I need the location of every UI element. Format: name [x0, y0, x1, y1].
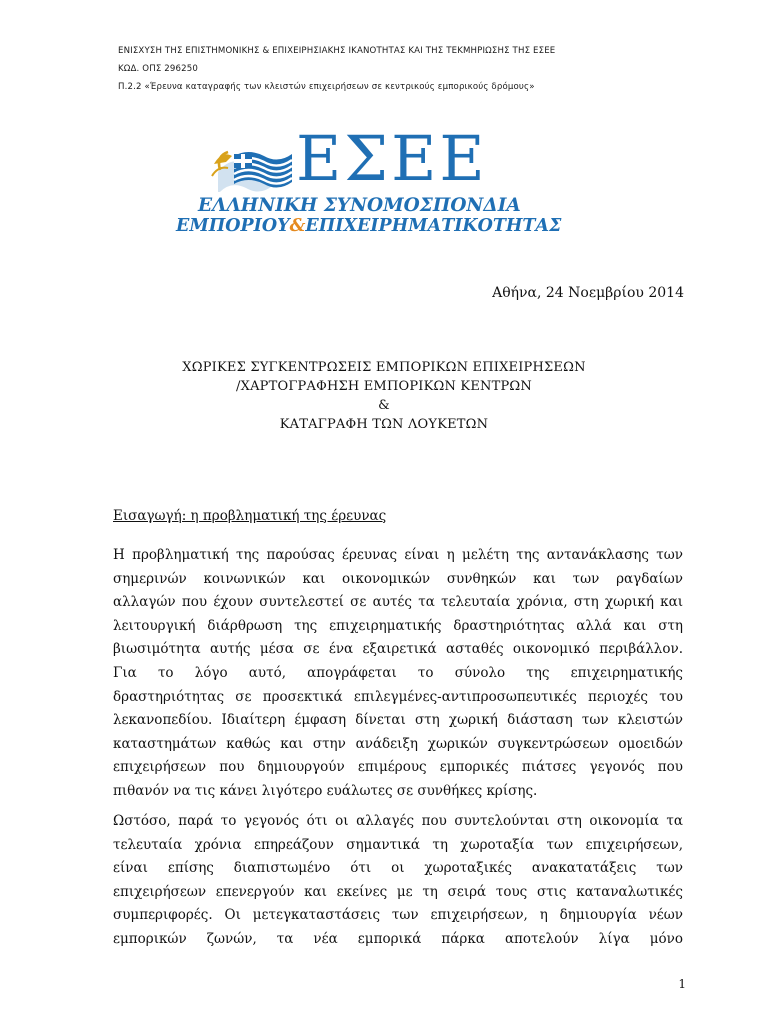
- paragraph-line: λεκανοπεδίου. Ιδιαίτερη έμφαση δίνεται στη χωρική διάσταση των κλειστών: [113, 712, 683, 729]
- paragraph-line: καταστημάτων καθώς και στην ανάδειξη χωρικών συγκεντρώσεων ομοειδών: [113, 735, 683, 752]
- document-header: [118, 42, 678, 96]
- title-line: /ΧΑΡΤΟΓΡΑΦΗΣΗ ΕΜΠΟΡΙΚΩΝ ΚΕΝΤΡΩΝ: [236, 379, 532, 394]
- header-deliverable: Π.2.2 «Έρευνα καταγραφής των κλειστών επιχειρήσεων σε κεντρικούς εμπορικούς δρόμους»: [118, 82, 535, 92]
- body-paragraph-2: [113, 810, 683, 952]
- body-paragraph-1: [113, 544, 683, 804]
- title-line: ΚΑΤΑΓΡΑΦΗ ΤΩΝ ΛΟΥΚΕΤΩΝ: [279, 417, 489, 432]
- header-project-code: ΚΩΔ. ΟΠΣ 296250: [118, 64, 198, 74]
- paragraph-line: πιθανόν να τις κάνει λιγότερο ευάλωτες σε συνθήκες κρίσης.: [113, 782, 538, 799]
- paragraph-line: βιωσιμότητα αυτής μέσα σε ένα εξαιρετικά ασταθές οικονομικό περιβάλλον.: [113, 641, 683, 658]
- document-date: Αθήνα, 24 Νοεμβρίου 2014: [492, 285, 684, 301]
- logo-acronym: ΕΣΕΕ: [296, 122, 488, 195]
- page-number: 1: [678, 977, 686, 991]
- paragraph-line: λειτουργική διάρθρωση της επιχειρηματικής δραστηριότητας αλλά και στη: [113, 617, 683, 634]
- logo-ampersand: &: [289, 216, 306, 236]
- paragraph-line: Η προβληματική της παρούσας έρευνας είναι η μελέτη της αντανάκλασης των: [113, 547, 683, 563]
- logo-name-commerce: ΕΜΠΟΡΙΟΥ: [176, 216, 290, 236]
- paragraph-line: επιχειρήσεων που δημιουργούν επιμέρους εμπορικές πιάτσες γεγονός που: [113, 759, 683, 776]
- paragraph-line: είναι επίσης διαπιστωμένο ότι οι χωροταξικές ανακατατάξεις των: [113, 860, 683, 877]
- section-heading-introduction: Εισαγωγή: η προβληματική της έρευνας: [113, 508, 387, 524]
- paragraph-line: εμπορικών ζωνών, τα νέα εμπορικά πάρκα αποτελούν λίγα μόνο: [113, 930, 683, 947]
- paragraph-line: αλλαγών που έχουν συντελεστεί σε αυτές τα τελευταία χρόνια, στη χωρική και: [113, 594, 683, 611]
- paragraph-line: δραστηριότητας σε προσεκτικά επιλεγμένες-αντιπροσωπευτικές περιοχές του: [113, 688, 683, 705]
- paragraph-line: επιχειρήσεων επενεργούν και εκείνες με τη σειρά τους στις καταναλωτικές: [113, 883, 683, 900]
- paragraph-line: συμπεριφορές. Οι μετεγκαταστάσεις των επιχειρήσεων, η δημιουργία νέων: [113, 907, 683, 924]
- logo-name-entrepreneurship: ΕΠΙΧΕΙΡΗΜΑΤΙΚΟΤΗΤΑΣ: [305, 216, 562, 236]
- logo-name-line2: [176, 216, 561, 236]
- paragraph-line: Ωστόσο, παρά το γεγονός ότι οι αλλαγές που συντελούνται στη οικονομία τα: [113, 813, 683, 829]
- esee-logo: [170, 122, 562, 238]
- title-line: ΧΩΡΙΚΕΣ ΣΥΓΚΕΝΤΡΩΣΕΙΣ ΕΜΠΟΡΙΚΩΝ ΕΠΙΧΕΙΡΗΣΕΩΝ: [182, 360, 586, 375]
- header-project-title: ΕΝΙΣΧΥΣΗ ΤΗΣ ΕΠΙΣΤΗΜΟΝΙΚΗΣ & ΕΠΙΧΕΙΡΗΣΙΑΚΗΣ ΙΚΑΝΟΤΗΤΑΣ ΚΑΙ ΤΗΣ ΤΕΚΜΗΡΙΩΣΗΣ ΤΗΣ ΕΣΕΕ: [118, 46, 556, 56]
- paragraph-line: σημερινών κοινωνικών και οικονομικών συνθηκών και των ραγδαίων: [113, 570, 683, 587]
- document-title: [60, 358, 708, 434]
- paragraph-line: Για το λόγο αυτό, απογράφεται το σύνολο της επιχειρηματικής: [113, 664, 683, 681]
- paragraph-line: τελευταία χρόνια επηρεάζουν σημαντικά τη χωροταξία των επιχειρήσεων,: [113, 836, 683, 853]
- logo-name-line1: ΕΛΛΗΝΙΚΗ ΣΥΝΟΜΟΣΠΟΝΔΙΑ: [198, 195, 521, 216]
- logo-flag-emblem-icon: [210, 142, 296, 192]
- title-line: &: [378, 398, 390, 413]
